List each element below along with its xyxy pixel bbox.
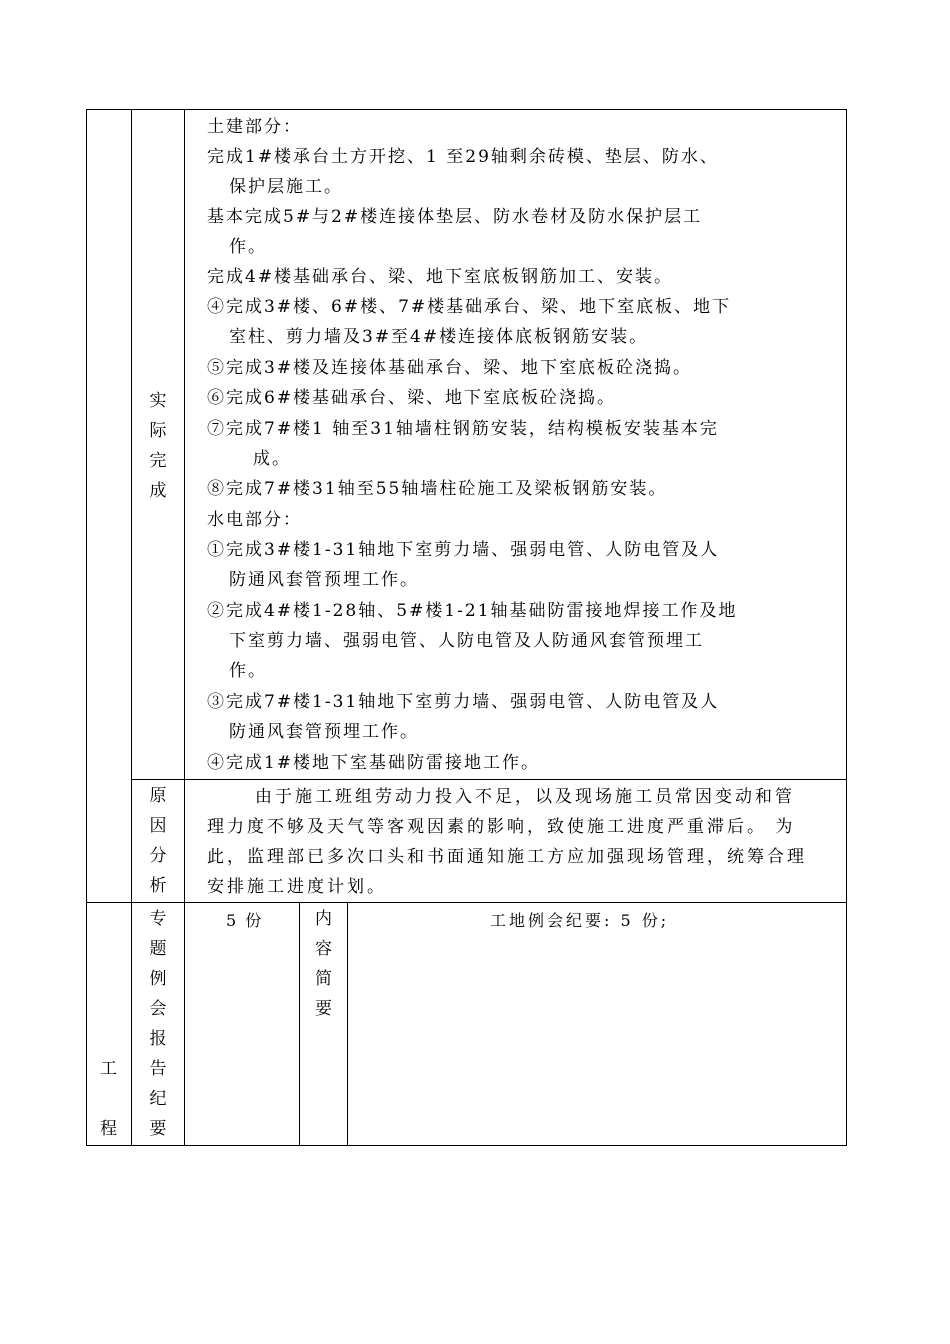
label-char: 完: [149, 451, 167, 471]
label-char: 内: [315, 909, 332, 929]
content-line: 完成4#楼基础承台、梁、地下室底板钢筋加工、安装。: [207, 267, 674, 287]
content-line: ⑥完成6#楼基础承台、梁、地下室底板砼浇捣。: [207, 388, 617, 408]
label-char: 成: [149, 481, 167, 501]
project-label: [86, 1054, 131, 1144]
label-char: 纪: [149, 1089, 167, 1109]
label-char: 报: [149, 1029, 167, 1049]
label-char: 程: [100, 1119, 117, 1139]
summary-label: [300, 904, 347, 1024]
label-char: 析: [149, 876, 167, 896]
label-char: 会: [149, 999, 167, 1019]
grid-line: [86, 902, 847, 903]
content-line: 保护层施工。: [229, 177, 343, 197]
content-line: 下室剪力墙、强弱电管、人防电管及人防通风套管预埋工: [229, 631, 704, 651]
label-char: 专: [149, 909, 167, 929]
meeting-summary: 工地例会纪要: 5 份;: [490, 911, 670, 930]
label-char: 要: [149, 1119, 167, 1139]
content-line: 防通风套管预埋工作。: [229, 570, 419, 590]
content-line: 成。: [253, 449, 291, 469]
label-char: 容: [315, 939, 332, 959]
grid-line: [184, 109, 185, 1146]
content-line: 作。: [229, 661, 267, 681]
grid-line: [131, 779, 847, 780]
label-char: 际: [149, 421, 167, 441]
content-line: ⑧完成7#楼31轴至55轴墙柱砼施工及梁板钢筋安装。: [207, 479, 668, 499]
label-char: 告: [149, 1059, 167, 1079]
content-line: 防通风套管预埋工作。: [229, 722, 419, 742]
meeting-count: 5 份: [226, 911, 264, 930]
content-line: 土建部分：: [207, 117, 302, 137]
label-char: 题: [149, 939, 167, 959]
label-char: 原: [149, 786, 167, 806]
content-line: ⑦完成7#楼1 轴至31轴墙柱钢筋安装，结构模板安装基本完: [207, 419, 719, 439]
content-line: 水电部分：: [207, 510, 302, 530]
label-char: 工: [100, 1059, 117, 1079]
label-char: 因: [149, 816, 167, 836]
content-line: ⑤完成3#楼及连接体基础承台、梁、地下室底板砼浇捣。: [207, 358, 693, 378]
content-line: ①完成3#楼1-31轴地下室剪力墙、强弱电管、人防电管及人: [207, 540, 720, 560]
label-char: 例: [149, 969, 167, 989]
reason-analysis-text: 由于施工班组劳动力投入不足，以及现场施工员常因变动和管理力度不够及天气等客观因素的影响，致使施工进度严重滞后。 为此，监理部已多次口头和书面通知施工方应加强现场管理，统筹合理安排施工进度计划。: [207, 787, 807, 897]
label-char: 要: [315, 999, 332, 1019]
content-line: ②完成4#楼1-28轴、5#楼1-21轴基础防雷接地焊接工作及地: [207, 601, 738, 621]
content-line: ④完成1#楼地下室基础防雷接地工作。: [207, 753, 541, 773]
label-char: 分: [149, 846, 167, 866]
label-char: 简: [315, 969, 332, 989]
content-line: 作。: [229, 237, 267, 257]
content-line: 基本完成5#与2#楼连接体垫层、防水卷材及防水保护层工: [207, 207, 703, 227]
content-line: ④完成3#楼、6#楼、7#楼基础承台、梁、地下室底板、地下: [207, 297, 732, 317]
grid-line: [347, 902, 348, 1146]
actual-completion-label: [132, 386, 184, 506]
content-line: 室柱、剪力墙及3#至4#楼连接体底板钢筋安装。: [229, 327, 649, 347]
content-line: 完成1#楼承台土方开挖、1 至29轴剩余砖模、垫层、防水、: [207, 147, 719, 167]
meeting-report-label: [132, 904, 184, 1144]
label-char: 实: [149, 391, 167, 411]
content-line: ③完成7#楼1-31轴地下室剪力墙、强弱电管、人防电管及人: [207, 692, 720, 712]
reason-analysis-label: [132, 781, 184, 901]
